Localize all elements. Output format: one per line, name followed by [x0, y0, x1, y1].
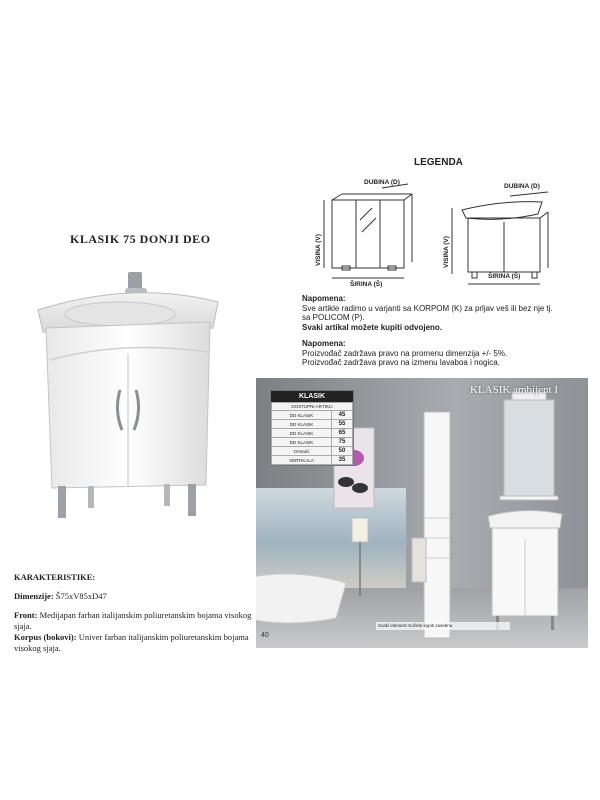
legend-height-label-1: VISINA (V)	[315, 234, 322, 266]
legend-diagram	[302, 170, 592, 288]
mirror-cabinet-diagram	[324, 184, 412, 278]
table-row	[272, 411, 353, 420]
body-text: Univer farban italijanskim poliuretanskim bojama visokog sjaja.	[14, 632, 249, 653]
note2-heading: Napomena:	[302, 339, 346, 348]
table-cell-size: 65	[331, 429, 352, 438]
table-cell-name: DD KLASIK	[272, 438, 332, 447]
body-description	[14, 632, 264, 654]
legend-title: LEGENDA	[414, 157, 463, 168]
availability-table-header: DOSTUPNI ARTIKLI	[272, 403, 353, 411]
table-cell-name: DD KLASIK	[272, 420, 332, 429]
dimensions-label: Dimenzije:	[14, 591, 54, 601]
body-label: Korpus (bokovi):	[14, 632, 77, 642]
specs-heading: KARAKTERISTIKE:	[14, 572, 96, 582]
legend-depth-label-1: DUBINA (D)	[364, 179, 400, 186]
front-text: Medijapan farban italijanskim poliuretanskim bojama visokog sjaja.	[14, 610, 252, 631]
dimensions	[14, 591, 264, 602]
table-row	[272, 447, 353, 456]
note1-line3: Svaki artikal možete kupiti odvojeno.	[302, 322, 443, 332]
availability-table	[270, 390, 354, 466]
product-title: KLASIK 75 DONJI DEO	[70, 232, 211, 246]
dimensions-value: Š75xV85xD47	[55, 591, 107, 601]
table-cell-name: Ormarić	[272, 447, 332, 456]
table-cell-size: 55	[331, 420, 352, 429]
legend-width-label-2: ŠIRINA (Š)	[488, 273, 521, 280]
table-row	[272, 420, 353, 429]
ambient-photo	[256, 378, 588, 648]
table-row	[272, 456, 353, 465]
table-row	[272, 438, 353, 447]
availability-table-title: KLASIK	[271, 391, 353, 402]
table-cell-name: DD KLASIK	[272, 429, 332, 438]
table-cell-size: 75	[331, 438, 352, 447]
note1-line2: sa POLICOM (P).	[302, 313, 365, 322]
product-photo	[28, 270, 238, 525]
ambient-caption: Svaki element možete kupiti zasebno	[376, 622, 510, 630]
table-row	[272, 429, 353, 438]
note1-heading: Napomena:	[302, 294, 346, 303]
specifications	[14, 572, 264, 654]
availability-table-grid	[271, 402, 353, 465]
ambient-title: KLASIK ambijent I	[470, 384, 558, 396]
table-cell-size: 35	[331, 456, 352, 465]
vanity-diagram	[452, 192, 548, 284]
table-cell-size: 45	[331, 411, 352, 420]
note2-line1: Proizvođač zadržava pravo na promenu dimenzija +/- 5%.	[302, 348, 508, 358]
legend-width-label-1: ŠIRINA (Š)	[350, 281, 383, 288]
page-number: 40	[261, 632, 269, 639]
table-cell-size: 50	[331, 447, 352, 456]
front-label: Front:	[14, 610, 38, 620]
legend-height-label-2: VISINA (V)	[443, 236, 450, 268]
table-cell-name: DD KLASIK	[272, 411, 332, 420]
table-cell-name: VERTIKALA	[272, 456, 332, 465]
notes	[302, 294, 592, 368]
note2-line2: Proizvođač zadržava pravo na izmenu lavaboa i nogica.	[302, 358, 500, 367]
note1-line1: Sve artikle radimo u varjanti sa KORPOM (K) za prljav veš ili bez nje tj.	[302, 303, 553, 313]
legend-depth-label-2: DUBINA (D)	[504, 183, 540, 190]
front-description	[14, 610, 264, 632]
